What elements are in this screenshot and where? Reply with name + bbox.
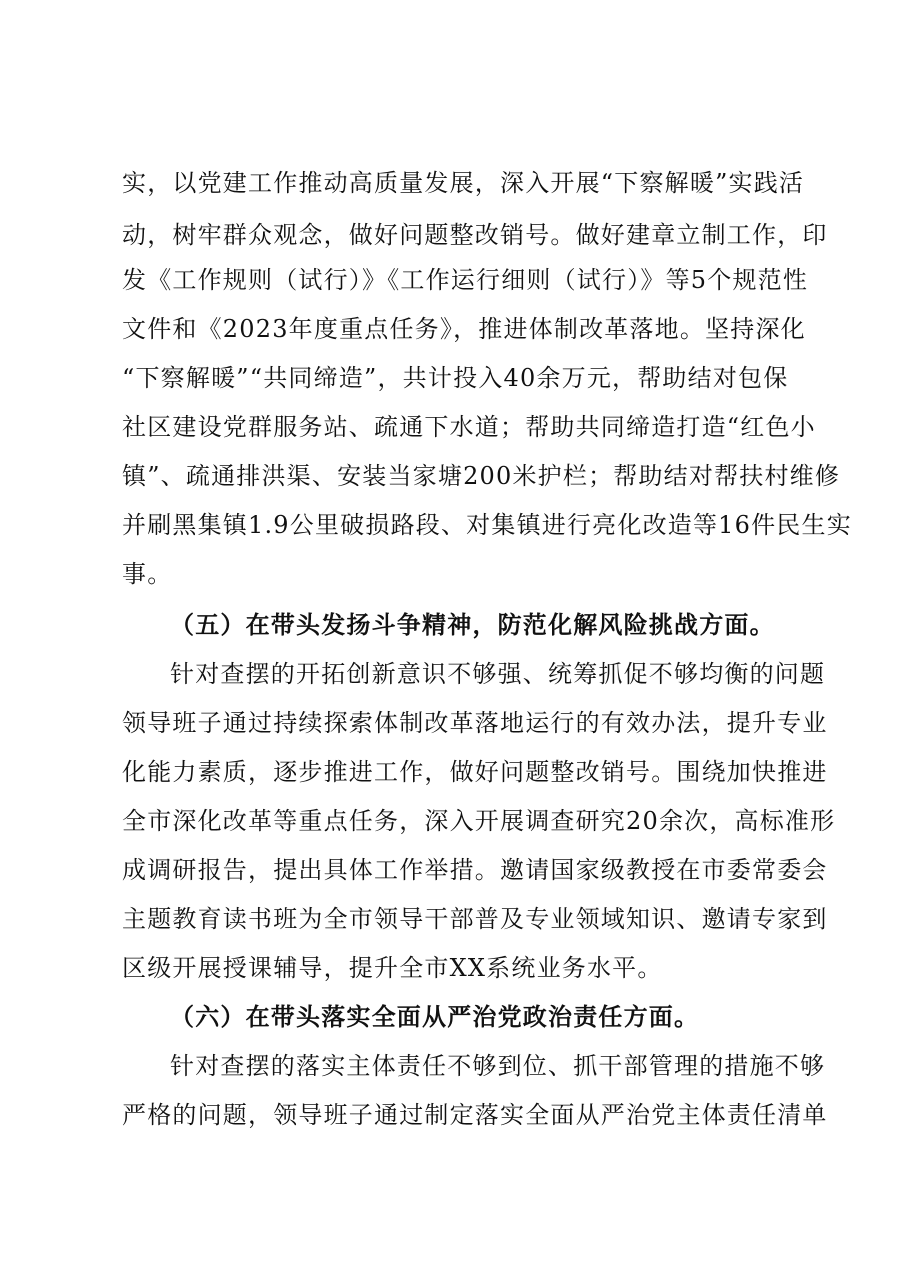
paragraph-line: 并刷黑集镇1.9公里破损路段、对集镇进行亮化改造等16件民生实 — [122, 511, 852, 539]
paragraph-line: 镇”、疏通排洪渠、安装当家塘200米护栏；帮助结对帮扶村维修 — [122, 462, 841, 490]
paragraph-line: 社区建设党群服务站、疏通下水道；帮助共同缔造打造“红色小 — [122, 413, 816, 441]
paragraph-line: 化能力素质，逐步推进工作，做好问题整改销号。围绕加快推进 — [122, 758, 828, 786]
paragraph-line: 发《工作规则（试行）》《工作运行细则（试行）》等5个规范性 — [122, 266, 809, 294]
paragraph-line: 区级开展授课辅导，提升全市XX系统业务水平。 — [122, 954, 663, 982]
paragraph-line: 成调研报告，提出具体工作举措。邀请国家级教授在市委常委会 — [122, 856, 828, 884]
paragraph-line: 主题教育读书班为全市领导干部普及专业领域知识、邀请专家到 — [122, 905, 828, 933]
paragraph-line: 事。 — [122, 560, 173, 588]
paragraph-line: 实，以党建工作推动高质量发展，深入开展“下察解暖”实践活 — [122, 169, 805, 197]
paragraph-line: 严格的问题，领导班子通过制定落实全面从严治党主体责任清单 — [122, 1101, 828, 1129]
section-heading-6: （六）在带头落实全面从严治党政治责任方面。 — [170, 1002, 700, 1031]
paragraph-line: “下察解暖”“共同缔造”，共计投入40余万元，帮助结对包保 — [122, 364, 789, 392]
paragraph-line: 领导班子通过持续探索体制改革落地运行的有效办法，提升专业 — [122, 709, 828, 737]
paragraph-line: 动，树牢群众观念，做好问题整改销号。做好建章立制工作，印 — [122, 221, 828, 249]
paragraph-line: 全市深化改革等重点任务，深入开展调查研究20余次，高标准形 — [122, 807, 836, 835]
section-heading-5: （五）在带头发扬斗争精神，防范化解风险挑战方面。 — [170, 610, 775, 639]
paragraph-line: 针对查摆的开拓创新意识不够强、统筹抓促不够均衡的问题 — [170, 660, 826, 688]
paragraph-line: 文件和《2023年度重点任务》，推进体制改革落地。坚持深化 — [122, 315, 806, 343]
paragraph-line: 针对查摆的落实主体责任不够到位、抓干部管理的措施不够 — [170, 1052, 826, 1080]
